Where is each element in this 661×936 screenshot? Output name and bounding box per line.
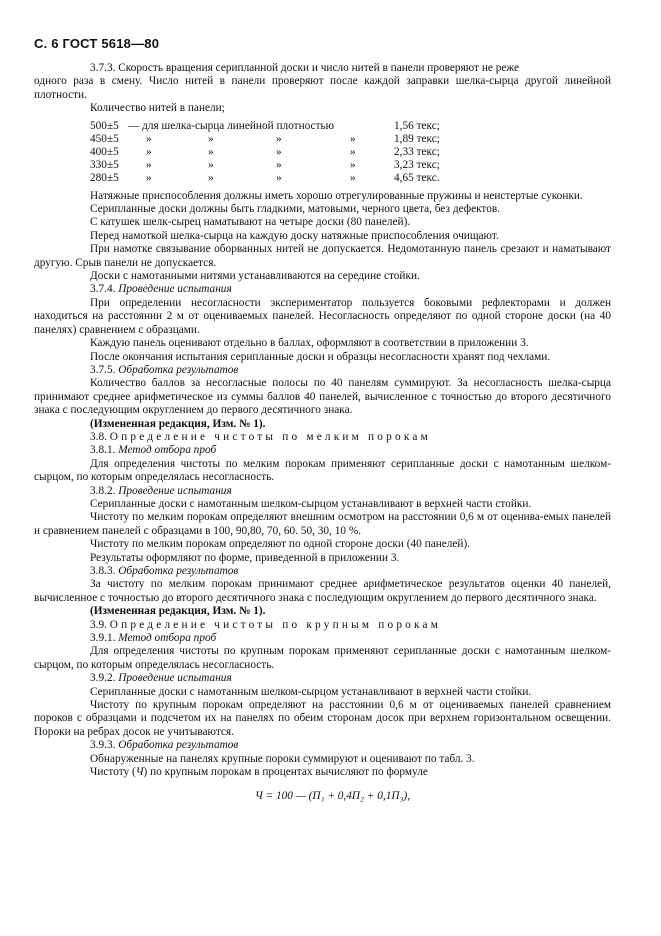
section-number: 3.9. [90, 618, 107, 631]
table-row [90, 120, 440, 133]
paragraph: При намотке связывание оборванных нитей не допускается. Недомотанную панель срезают и наматывают другую. Срыв панели не допускается. [34, 243, 611, 269]
paragraph-text: Чистоту ( [90, 766, 136, 779]
ditto-mark: » [208, 159, 214, 172]
paragraph: Результаты оформляют по форме, приведенной в приложении 3. [90, 551, 400, 564]
paragraph: Серипланные доски с намотанным шелком-сырцом устанавливают в верхней части стойки. [90, 497, 532, 510]
section-title: Проведение испытания [118, 672, 232, 685]
table-row [90, 172, 440, 185]
thread-count: 450±5 [90, 132, 119, 145]
thread-count: 330±5 [90, 159, 119, 172]
paragraph: Количество баллов за несогласные полосы по 40 панелям суммируют. За несогласность шелка-сырца принимают среднее арифметическое из суммы баллов 40 панелей, вычисленное с точностью до второго десятичного знака с последующим округлением до первого десятичного знака. [34, 377, 611, 417]
paragraph: С катушек шелк-сырец наматывают на четыре доски (80 панелей). [90, 216, 411, 229]
ditto-mark: » [208, 172, 214, 185]
paragraph: 3.7.3. Скорость вращения серипланной доски и число нитей в панели проверяют не реже [90, 62, 520, 74]
paragraph: Серипланные доски должны быть гладкими, матовыми, черного цвета, без дефектов. [90, 203, 501, 216]
ditto-mark: » [146, 172, 152, 185]
ditto-mark: » [276, 146, 282, 159]
paragraph: Количество нитей в панели; [90, 102, 225, 115]
section-title: Проведение испытания [118, 283, 232, 296]
ditto-mark: » [350, 159, 356, 172]
ditto-mark: » [276, 132, 282, 145]
section-heading-3-7-4 [34, 283, 611, 296]
thread-density-value: 1,56 текс; [394, 119, 440, 132]
section-number: 3.9.2. [90, 672, 116, 685]
paragraph [34, 766, 611, 779]
section-number: 3.9.3. [90, 739, 116, 752]
ditto-mark: » [146, 146, 152, 159]
section-number: 3.7.4. [90, 283, 116, 296]
paragraph: Для определения чистоты по мелким порокам применяют серипланные доски с намотанным шелком-сырцом, по которым определялась несогласность. [34, 457, 611, 484]
section-heading-3-8-1 [34, 444, 611, 457]
ditto-mark: » [208, 132, 214, 145]
section-title: Обработка результатов [118, 363, 239, 376]
section-heading-3-8-3 [34, 565, 611, 578]
purity-formula: Ч = 100 — (П₁ + 0,4П₂ + 0,1П₃), [254, 789, 411, 802]
paragraph: После окончания испытания серипланные доски и образцы несогласности хранят под чехлами. [90, 350, 551, 363]
section-title: Метод отбора проб [118, 632, 217, 645]
section-heading-3-9-3 [34, 739, 611, 752]
table-row [90, 133, 440, 146]
section-title: Определение чистоты по крупным порокам [109, 618, 442, 631]
ditto-mark: » [276, 159, 282, 172]
paragraph: Каждую панель оценивают отдельно в баллах, оформляют в соответствии в приложении 3. [90, 337, 529, 350]
paragraph: одного раза в смену. Число нитей в панели проверяют после каждой заправки шелка-сырца другой линейной плотности. [34, 75, 611, 101]
ditto-mark: » [350, 132, 356, 145]
section-number: 3.8.2. [90, 484, 116, 497]
paragraph: Серипланные доски с намотанным шелком-сырцом устанавливают в верхней части стойки. [90, 685, 532, 698]
section-title: Определение чистоты по мелким порокам [109, 430, 431, 443]
paragraph: Обнаруженные на панелях крупные пороки суммируют и оценивают по табл. 3. [90, 752, 475, 765]
ditto-mark: » [350, 172, 356, 185]
ditto-mark: » [350, 146, 356, 159]
section-heading-3-8-2 [34, 485, 611, 498]
section-heading-3-9 [34, 619, 611, 632]
section-title: Обработка результатов [118, 565, 239, 578]
paragraph: Доски с намотанными нитями устанавливаются на середине стойки. [90, 270, 420, 283]
paragraph: Перед намоткой шелка-сырца на каждую доску натяжные приспособления очищают. [90, 229, 499, 242]
section-number: 3.8.3. [90, 565, 116, 578]
ditto-mark: » [146, 132, 152, 145]
thread-count-table [90, 120, 440, 186]
section-title: Обработка результатов [118, 739, 239, 752]
table-row [90, 146, 440, 159]
thread-count: 500±5 [90, 119, 119, 132]
thread-density-value: 3,23 текс; [394, 159, 440, 172]
paragraph: Чистоту по мелким порокам определяют внешним осмотром на расстоянии 0,6 м от оценива-емых панелей и сравнением панелей с образцами в 100, 90,80, 70, 60. 50, 30, 10 %. [34, 511, 611, 537]
ditto-mark: » [208, 146, 214, 159]
page-header: С. 6 ГОСТ 5618—80 [34, 36, 160, 51]
paragraph: За чистоту по мелким порокам принимают среднее арифметическое результатов оценки 40 панелей, вычисленное с точностью до второго десятичного знака с последующим округлением до первого десятичного знака. [34, 578, 611, 604]
section-heading-3-8 [34, 431, 611, 444]
document-body [34, 62, 611, 803]
ditto-mark: » [276, 172, 282, 185]
section-heading-3-9-1 [34, 632, 611, 645]
paragraph: Для определения чистоты по крупным порокам применяют серипланные доски с намотанным шелком-сырцом, по которым определялась несогласность. [34, 645, 611, 671]
paragraph: Чистоту по мелким порокам определяют по одной стороне доски (40 панелей). [90, 538, 471, 551]
thread-count: 400±5 [90, 146, 119, 159]
formula-symbol: Ч [135, 766, 144, 779]
thread-density-value: 1,89 текс; [394, 132, 440, 145]
section-number: 3.9.1. [90, 632, 116, 645]
amendment-note: (Измененная редакция, Изм. № 1). [90, 605, 266, 618]
paragraph-text: ) по крупным порокам в процентах вычисляют по формуле [143, 766, 428, 779]
section-heading-3-9-2 [34, 672, 611, 685]
thread-count: 280±5 [90, 172, 119, 185]
paragraph: Натяжные приспособления должны иметь хорошо отрегулированные пружины и неистертые суконки. [90, 189, 583, 202]
paragraph: При определении несогласности экспериментатор пользуется боковыми рефлекторами и должен находиться на расстоянии 2 м от оцениваемых панелей. Несогласность определяют по одной стороне доски (на 40 панелях) сравнением с образцами. [34, 296, 611, 336]
section-number: 3.8.1. [90, 444, 116, 457]
paragraph: Чистоту по крупным порокам определяют на расстоянии 0,6 м от оцениваемых панелей сравнением пороков с образцами и подсчетом их на панелях по обеим сторонам досок при верхнем горизонтальном освещении. Пороки на ребрах досок не учитываются. [34, 699, 611, 738]
section-number: 3.8. [90, 430, 107, 443]
section-number: 3.7.5. [90, 363, 116, 376]
table-row [90, 159, 440, 172]
section-title: Проведение испытания [118, 484, 232, 497]
thread-density-text: — для шелка-сырца линейной плотностью [128, 119, 335, 132]
section-title: Метод отбора проб [118, 444, 217, 457]
ditto-mark: » [146, 159, 152, 172]
thread-density-value: 2,33 текс; [394, 146, 440, 159]
thread-density-value: 4,65 текс. [394, 172, 440, 185]
amendment-note: (Измененная редакция, Изм. № 1). [90, 417, 266, 430]
section-heading-3-7-5 [34, 364, 611, 377]
